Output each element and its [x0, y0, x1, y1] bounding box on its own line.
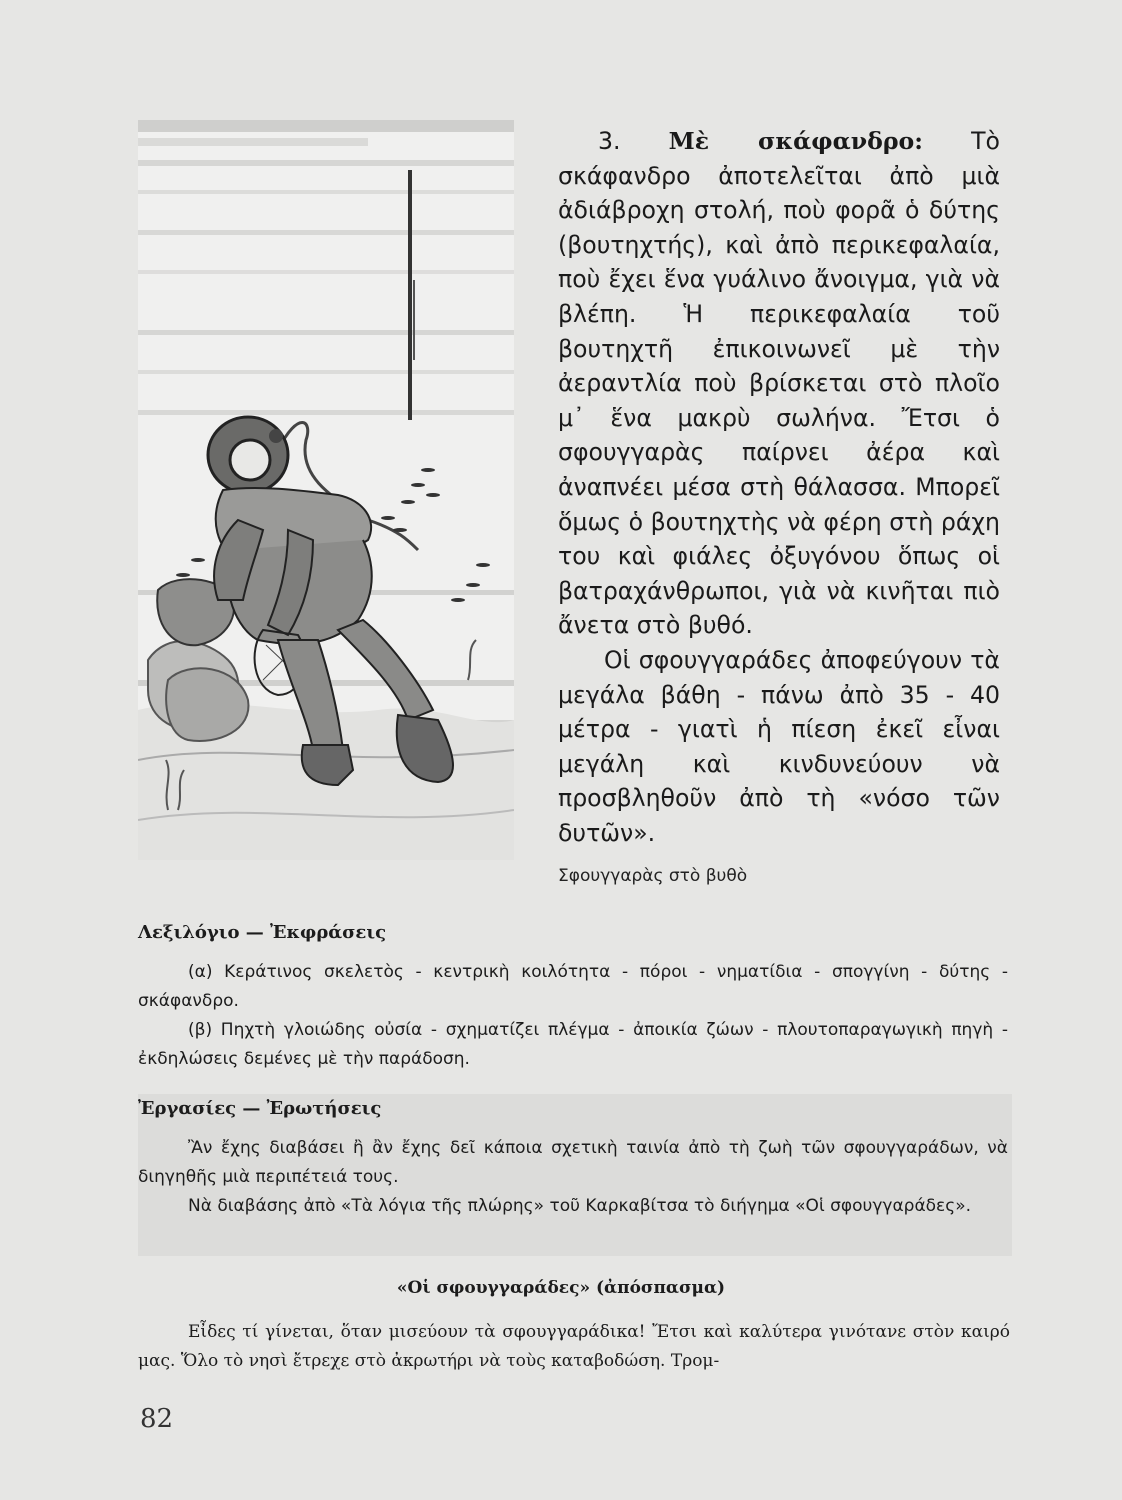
excerpt-text: Εἶδες τί γίνεται, ὅταν μισεύουν τὰ σφουγγαράδικα! Ἔτσι καὶ καλύτερα γινότανε στὸν καιρό μας. Ὅλο τὸ νησὶ ἔτρεχε στὸ ἀκρωτήρι νὰ τοὺς καταβοδώση. Τρομ- [138, 1322, 1010, 1371]
exercises-list [138, 1134, 1008, 1221]
excerpt-body [138, 1318, 1010, 1376]
section-number: 3. [598, 127, 621, 155]
exercise-item-1: Ἂν ἔχης διαβάσει ἢ ἂν ἔχης δεῖ κάποια σχετικὴ ταινία ἀπὸ τὴ ζωὴ τῶν σφουγγαράδων, νὰ διηγηθῆς μιὰ περιπέτειά τους. [138, 1138, 1008, 1187]
page-number: 82 [140, 1404, 174, 1434]
vocabulary-item-b: (β) Πηχτὴ γλοιώδης οὐσία - σχηματίζει πλέγμα - ἀποικία ζώων - πλουτοπαραγωγικὴ πηγὴ - ἐκδηλώσεις δεμένες μὲ τὴν παράδοση. [138, 1020, 1008, 1069]
excerpt-heading: «Οἱ σφουγγαράδες» (ἀπόσπασμα) [396, 1278, 726, 1298]
section-paragraph-1 [558, 124, 1000, 643]
vocabulary-list [138, 958, 1008, 1074]
exercise-item-2: Νὰ διαβάσης ἀπὸ «Τὰ λόγια τῆς πλώρης» τοῦ Καρκαβίτσα τὸ διήγημα «Οἱ σφουγγαράδες». [188, 1196, 972, 1216]
diver-illustration [138, 120, 514, 860]
diver-drawing [138, 120, 514, 860]
vocabulary-item-a: (α) Κεράτινος σκελετὸς - κεντρικὴ κοιλότητα - πόροι - νηματίδια - σπογγίνη - δύτης - σκάφανδρο. [138, 962, 1008, 1011]
vocabulary-heading: Λεξιλόγιο — Ἐκφράσεις [138, 922, 387, 943]
section-paragraph-2: Οἱ σφουγγαράδες ἀποφεύγουν τὰ μεγάλα βάθη - πάνω ἀπὸ 35 - 40 μέτρα - γιατὶ ἡ πίεση ἐκεῖ εἶναι μεγάλη καὶ κινδυνεύουν νὰ προσβληθοῦν ἀπὸ τὴ «νόσο τῶν δυτῶν». [558, 645, 1000, 847]
exercises-heading: Ἐργασίες — Ἐρωτήσεις [138, 1098, 382, 1119]
figure-caption: Σφουγγαρὰς στὸ βυθὸ [558, 866, 748, 886]
section-body [558, 124, 1000, 850]
section-text-1: Τὸ σκάφανδρο ἀποτελεῖται ἀπὸ μιὰ ἀδιάβροχη στολή, ποὺ φορᾶ ὁ δύτης (βουτηχτής), καὶ ἀπὸ περικεφαλαία, ποὺ ἔχει ἕνα γυάλινο ἄνοιγμα, γιὰ νὰ βλέπη. Ἡ περικεφαλαία τοῦ βουτηχτῆ ἐπικοινωνεῖ μὲ τὴν ἀεραντλία ποὺ βρίσκεται στὸ πλοῖο μ᾿ ἕνα μακρὺ σωλήνα. Ἔτσι ὁ σφουγγαρὰς παίρνει ἀέρα καὶ ἀναπνέει μέσα στὴ θάλασσα. Μπορεῖ ὅμως ὁ βουτηχτὴς νὰ φέρη στὴ ράχη του καὶ φιάλες ὀξυγόνου ὅπως οἱ βατραχάνθρωποι, γιὰ νὰ κινῆται πιὸ ἄνετα στὸ βυθό. [558, 127, 1000, 640]
section-heading: Μὲ σκάφανδρο: [668, 127, 923, 155]
